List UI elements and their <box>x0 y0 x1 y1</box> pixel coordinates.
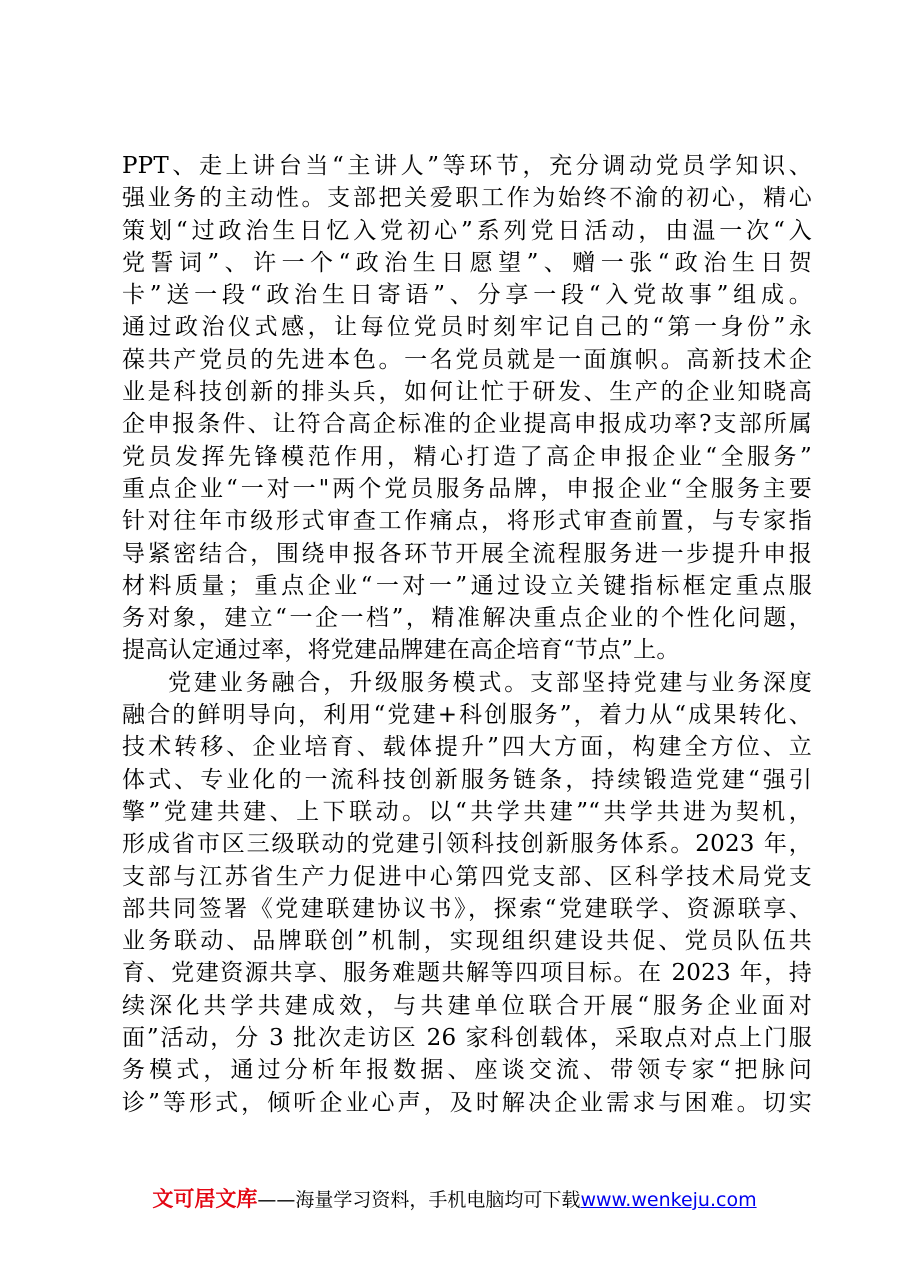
text-line: 续深化共学共建成效，与共建单位联合开展“服务企业面对 <box>122 992 812 1019</box>
text-line: 务模式，通过分析年报数据、座谈交流、带领专家“把脉问 <box>122 1057 812 1084</box>
text-line: 诊”等形式，倾听企业心声，及时解决企业需求与困难。切实 <box>122 1089 812 1116</box>
footer-banner <box>0 1183 909 1213</box>
paragraph-start-line: 党建业务融合，升级服务模式。支部坚持党建与业务深度 <box>168 669 812 696</box>
text-line: 业务联动、品牌联创”机制，实现组织建设共促、党员队伍共 <box>122 928 812 955</box>
text-line: 面”活动，分 3 批次走访区 26 家科创载体，采取点对点上门服 <box>122 1025 812 1052</box>
text-line: 企申报条件、让符合高企标准的企业提高申报成功率?支部所属 <box>122 411 812 438</box>
text-line: 重点企业“一对一"两个党员服务品牌，申报企业“全服务主要 <box>122 475 812 502</box>
text-line: 业是科技创新的排头兵，如何让忙于研发、生产的企业知晓高 <box>122 379 812 406</box>
text-line: PPT、走上讲台当“主讲人”等环节，充分调动党员学知识、 <box>122 153 812 179</box>
text-line: 卡”送一段“政治生日寄语”、分享一段“入党故事”组成。 <box>122 282 812 309</box>
text-line: 部共同签署《党建联建协议书》，探索“党建联学、资源联享、 <box>122 895 812 922</box>
text-line: 导紧密结合，围绕申报各环节开展全流程服务进一步提升申报 <box>122 540 812 567</box>
text-line: 务对象，建立“一企一档”，精准解决重点企业的个性化问题， <box>122 605 812 632</box>
text-line: 体式、专业化的一流科技创新服务链条，持续锻造党建“强引 <box>122 766 812 793</box>
brand-name: 文可居文库 <box>152 1187 258 1211</box>
footer-tagline: ——海量学习资料，手机电脑均可下载 <box>257 1189 581 1211</box>
text-line: 葆共产党员的先进本色。一名党员就是一面旗帜。高新技术企 <box>122 346 812 373</box>
text-line: 技术转移、企业培育、载体提升”四大方面，构建全方位、立 <box>122 734 812 761</box>
text-line: 育、党建资源共享、服务难题共解等四项目标。在 2023 年，持 <box>122 960 812 987</box>
text-line: 强业务的主动性。支部把关爱职工作为始终不渝的初心，精心 <box>122 185 812 212</box>
paragraph-end-line: 提高认定通过率，将党建品牌建在高企培育“节点”上。 <box>122 637 680 664</box>
text-line: 支部与江苏省生产力促进中心第四党支部、区科学技术局党支 <box>122 863 812 890</box>
text-line: 党员发挥先锋模范作用，精心打造了高企申报企业“全服务” <box>122 443 812 470</box>
text-line: 党誓词”、许一个“政治生日愿望”、赠一张“政治生日贺 <box>122 249 812 276</box>
text-line: 融合的鲜明导向，利用“党建+科创服务”，着力从“成果转化、 <box>122 702 812 729</box>
text-line: 擎”党建共建、上下联动。以“共学共建”“共学共进为契机， <box>122 798 812 825</box>
text-line: 材料质量；重点企业“一对一”通过设立关键指标框定重点服 <box>122 572 812 599</box>
text-line: 形成省市区三级联动的党建引领科技创新服务体系。2023 年， <box>122 831 812 858</box>
text-line: 通过政治仪式感，让每位党员时刻牢记自己的“第一身份”永 <box>122 314 812 341</box>
website-link[interactable]: www.wenkeju.com <box>580 1189 757 1211</box>
text-line: 策划“过政治生日忆入党初心”系列党日活动，由温一次“入 <box>122 217 812 244</box>
text-line: 针对往年市级形式审查工作痛点，将形式审查前置，与专家指 <box>122 508 812 535</box>
document-body <box>122 150 812 1119</box>
